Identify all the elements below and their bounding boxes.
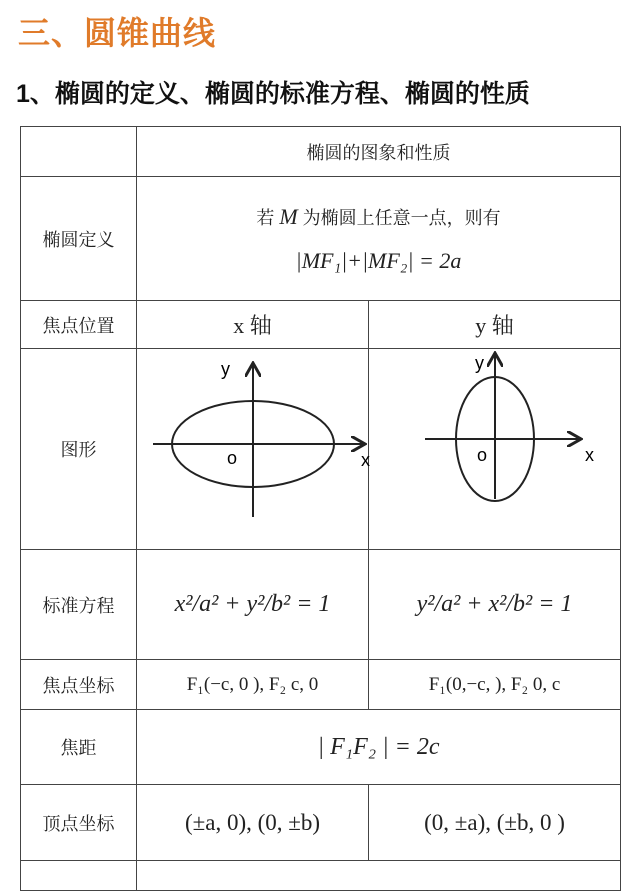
y-axis-cell: y 轴 bbox=[369, 301, 621, 349]
definition-formula: |MF₁|+|MF₂| = 2a bbox=[295, 247, 462, 273]
x-focus-coords: F₁(−c, 0 ), F₂ c, 0 bbox=[137, 660, 369, 710]
empty-cell bbox=[137, 861, 621, 891]
row-label: 焦距 bbox=[21, 710, 137, 785]
definition-text: 若 bbox=[256, 207, 275, 228]
table-row bbox=[21, 785, 621, 861]
table-row bbox=[21, 349, 621, 550]
ellipse-properties-table bbox=[20, 126, 621, 891]
x-label: x bbox=[585, 445, 594, 465]
table-row bbox=[21, 177, 621, 301]
y-label: y bbox=[221, 359, 230, 379]
definition-text: 为椭圆上任意一点，则有 bbox=[302, 207, 501, 228]
y-standard-equation: y²/a² + x²/b² = 1 bbox=[369, 550, 621, 660]
row-label: 焦点位置 bbox=[21, 301, 137, 349]
row-label: 椭圆定义 bbox=[21, 177, 137, 301]
table-row bbox=[21, 301, 621, 349]
x-ellipse-graph bbox=[137, 349, 369, 550]
subsection-heading: 1、椭圆的定义、椭圆的标准方程、椭圆的性质 bbox=[16, 80, 530, 108]
corner-cell bbox=[21, 127, 137, 177]
y-ellipse-graph bbox=[369, 349, 621, 550]
definition-cell bbox=[137, 177, 621, 301]
var-m: M bbox=[279, 203, 298, 229]
row-label: 图形 bbox=[21, 349, 137, 550]
x-vertex-coords: (±a, 0), (0, ±b) bbox=[137, 785, 369, 861]
row-label: 焦点坐标 bbox=[21, 660, 137, 710]
y-vertex-coords: (0, ±a), (±b, 0 ) bbox=[369, 785, 621, 861]
ellipse-horizontal-diagram bbox=[137, 349, 369, 544]
x-label: x bbox=[361, 450, 370, 470]
y-focus-coords: F₁(0,−c, ), F₂ 0, c bbox=[369, 660, 621, 710]
row-label: 标准方程 bbox=[21, 550, 137, 660]
row-label: 顶点坐标 bbox=[21, 785, 137, 861]
table-row bbox=[21, 660, 621, 710]
y-label: y bbox=[475, 353, 484, 373]
origin-label: o bbox=[477, 445, 488, 465]
table-row bbox=[21, 710, 621, 785]
empty-cell bbox=[21, 861, 137, 891]
table-header: 椭圆的图象和性质 bbox=[137, 127, 621, 177]
x-axis-cell: x 轴 bbox=[137, 301, 369, 349]
table-row bbox=[21, 550, 621, 660]
ellipse-vertical-diagram bbox=[369, 349, 621, 544]
section-heading: 三、圆锥曲线 bbox=[18, 15, 217, 51]
focal-distance-formula: | F₁F₂ | = 2c bbox=[137, 710, 621, 785]
x-standard-equation: x²/a² + y²/b² = 1 bbox=[137, 550, 369, 660]
origin-label: o bbox=[227, 448, 238, 468]
